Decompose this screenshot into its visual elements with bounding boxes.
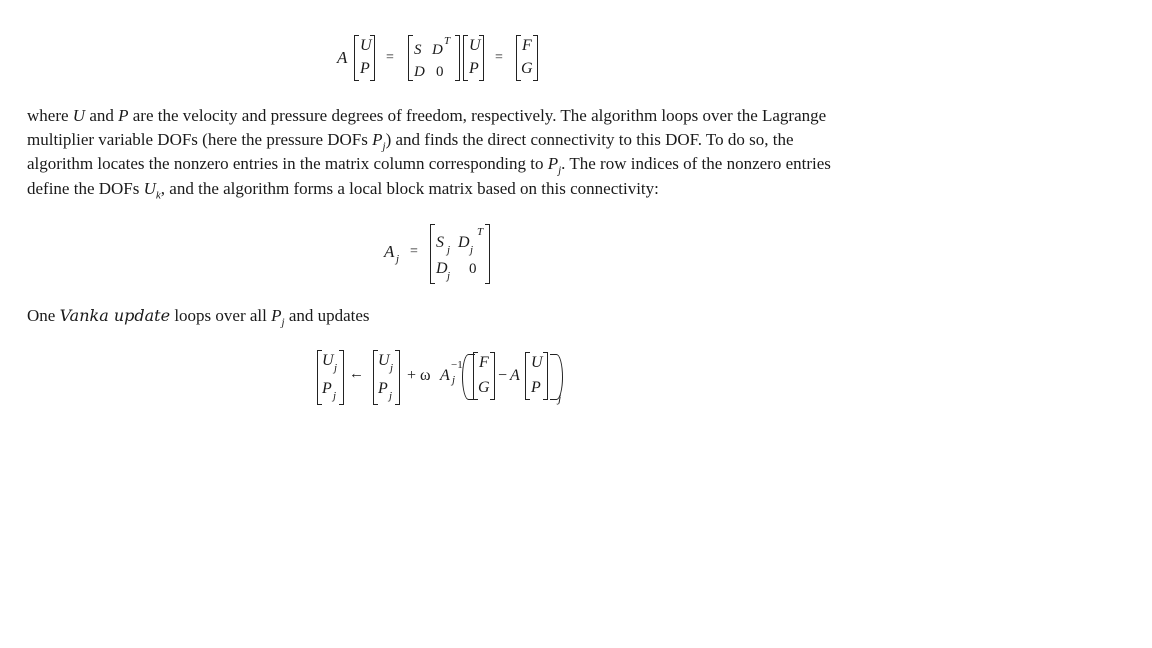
symbol-P: P [531,379,541,396]
matrix-Aj: A [384,242,395,261]
equals-sign: = [495,50,503,65]
symbol-T: T [444,35,451,47]
symbol-F: F [479,354,489,371]
symbol-U: U [378,352,390,369]
subscript-j: j [382,140,386,153]
subscript-j: j [558,391,562,405]
vector-UjPj [317,350,344,405]
left-arrow: ← [349,366,364,382]
symbol-U: U [72,106,86,125]
symbol-U: U [322,352,334,369]
block-matrix [408,35,460,81]
symbol-T: T [477,226,484,238]
symbol-Sj: S [436,234,444,251]
symbol-zero: 0 [469,261,477,277]
subscript-j: j [333,390,337,402]
symbol-P: P [360,60,370,77]
text: and [85,106,119,125]
vector-FG [473,352,495,400]
symbol-P: P [378,380,388,397]
plus-omega: + ω [407,367,431,384]
symbol-zero: 0 [436,64,444,80]
vector-UP [525,352,548,400]
symbol-P: P [322,380,332,397]
vector-UP [463,35,484,81]
subscript-j: j [390,362,394,374]
text: loops over all [170,306,272,325]
subscript-j: j [389,390,393,402]
subscript-j: j [334,362,338,374]
local-block-matrix [430,224,490,284]
symbol-Pj: P [271,306,282,325]
symbol-Pj: P [547,154,559,174]
paragraph-dof-description [27,104,847,201]
superscript-inverse: −1 [451,359,463,371]
symbol-F: F [522,37,532,54]
text: One [27,306,60,325]
matrix-A: A [510,367,520,384]
symbol-D: D [414,64,425,80]
symbol-Pj: P [372,130,383,150]
subscript-j: j [447,244,451,256]
symbol-U: U [360,37,372,54]
matrix-A: A [440,367,450,384]
vector-FG [516,35,538,81]
symbol-Uk: U [143,178,156,198]
text: where [27,106,73,125]
subscript-j: j [452,374,456,386]
symbol-G: G [521,60,533,77]
text: . The row indices of the nonzero entries define the DOFs [27,154,831,198]
subscript-j: j [447,270,451,282]
matrix-A: A [337,48,348,67]
text: ) and finds the direct connectivity to this DOF. To do so, the algorithm locates the nonzero entries in the matrix column corresponding to [27,130,794,174]
symbol-P: P [469,60,479,77]
symbol-S: S [414,42,422,58]
equals-sign: = [386,50,394,65]
text: , and the algorithm forms a local block matrix based on this connectivity: [160,178,659,198]
term-vanka-update: Vanka update [59,306,171,325]
subscript-k: k [155,189,161,201]
symbol-U: U [531,354,543,371]
symbol-D: D [432,42,443,58]
symbol-G: G [478,379,490,396]
subscript-j: j [281,316,285,329]
subscript-j: j [396,253,400,265]
paragraph-vanka-update [27,304,847,328]
subscript-j: j [470,244,474,256]
symbol-Dj: D [458,234,470,251]
text: and updates [284,306,370,325]
vector-UjPj [373,350,400,405]
subscript-j: j [558,164,562,177]
symbol-Dj: D [436,260,448,277]
symbol-P: P [118,106,129,125]
symbol-U: U [469,37,481,54]
minus-sign: − [498,367,508,384]
vector-UP [354,35,375,81]
text: are the velocity and pressure degrees of freedom, respectively. The algorithm loops over the Lagrange multiplier variable DOFs (here the pressure DOFs [27,106,827,150]
equals-sign: = [410,244,418,259]
